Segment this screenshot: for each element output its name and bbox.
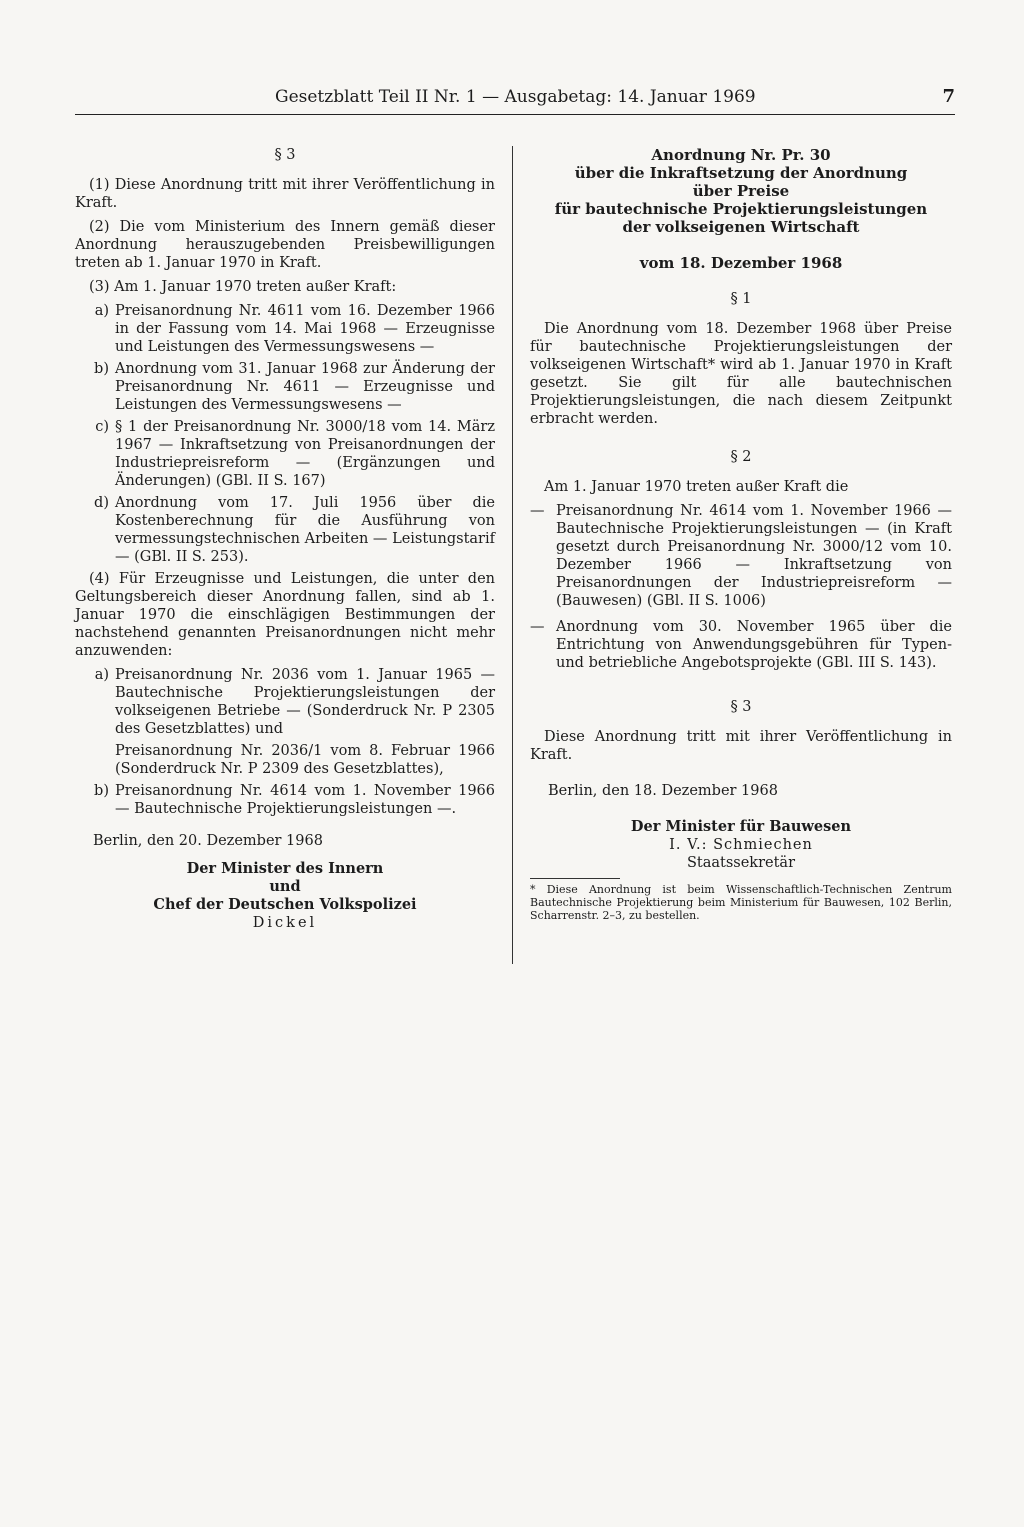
list-item-text: Preisanordnung Nr. 4614 vom 1. November 1966 — Bautechnische Projektierungsleistungen — (in Kraft gesetzt durch Preisanordnung Nr. 3000/12 vom 10. Dezember 1966 — Inkraftsetzung von Preisanordnungen der Industriepreisreform — (Bauwesen) (GBl. II S. 1006) <box>556 503 952 609</box>
list-item <box>530 502 952 610</box>
list-marker: b) <box>94 361 109 377</box>
list-item-text: Preisanordnung Nr. 4614 vom 1. November 1966 — Bautechnische Projektierungsleistungen —. <box>115 783 495 817</box>
list-marker: d) <box>94 495 109 511</box>
list-item-text: § 1 der Preisanordnung Nr. 3000/18 vom 14. März 1967 — Inkraftsetzung von Preisanordnungen der Industriepreisreform — (Ergänzungen und Änderungen) (GBl. II S. 167) <box>115 419 495 489</box>
title-line: für bautechnische Projektierungsleistungen <box>554 200 928 218</box>
right-column <box>530 146 952 922</box>
place-date: Berlin, den 20. Dezember 1968 <box>93 833 323 849</box>
footnote: * Diese Anordnung ist beim Wissenschaftlich-Technischen Zentrum Bautechnische Projektierung beim Ministerium für Bauwesen, 102 Berlin, Scharrenstr. 2–3, zu bestellen. <box>530 883 952 922</box>
list-marker: — <box>530 503 545 519</box>
list-marker: a) <box>94 303 109 319</box>
list-item-text: Anordnung vom 17. Juli 1956 über die Kostenberechnung für die Ausführung von vermessungstechnischen Arbeiten — Leistungstarif — (GBl. II S. 253). <box>115 495 495 565</box>
section-2-intro: Am 1. Januar 1970 treten außer Kraft die <box>544 479 849 495</box>
list-marker: c) <box>95 419 109 435</box>
list-marker: b) <box>94 783 109 799</box>
column-divider <box>512 146 513 964</box>
section-3-text: Diese Anordnung tritt mit ihrer Veröffentlichung in Kraft. <box>530 729 952 763</box>
list-item <box>75 666 495 738</box>
signer-title-2: Staatssekretär <box>686 855 796 871</box>
list-item <box>75 494 495 566</box>
list-item-text: Preisanordnung Nr. 4611 vom 16. Dezember 1966 in der Fassung vom 14. Mai 1968 — Erzeugnisse und Leistungen des Vermessungswesens — <box>115 303 495 355</box>
paragraph-1: (1) Diese Anordnung tritt mit ihrer Veröffentlichung in Kraft. <box>75 177 495 211</box>
running-title: Gesetzblatt Teil II Nr. 1 — Ausgabetag: 14. Januar 1969 <box>275 87 756 107</box>
place-date: Berlin, den 18. Dezember 1968 <box>548 783 778 799</box>
list-marker: — <box>530 619 545 635</box>
title-line: Anordnung Nr. Pr. 30 <box>651 146 831 164</box>
page-number: 7 <box>942 86 955 107</box>
signer-name: Dickel <box>252 915 318 931</box>
section-heading: § 1 <box>730 291 752 307</box>
left-column <box>75 146 495 932</box>
page-header <box>75 88 955 115</box>
list-item <box>75 360 495 414</box>
title-line: der volkseigenen Wirtschaft <box>622 218 860 236</box>
ordinance-date: vom 18. Dezember 1968 <box>639 254 843 272</box>
ordinance-title <box>530 146 952 236</box>
section-heading: § 3 <box>730 699 752 715</box>
list-item-text: Anordnung vom 31. Januar 1968 zur Änderung der Preisanordnung Nr. 4611 — Erzeugnisse und Leistungen des Vermessungswesens — <box>115 361 495 413</box>
section-heading: § 2 <box>730 449 752 465</box>
title-line: über die Inkraftsetzung der Anordnung <box>574 164 908 182</box>
title-line: über Preise <box>692 182 790 200</box>
paragraph-3-intro: (3) Am 1. Januar 1970 treten außer Kraft: <box>89 279 397 295</box>
list-item <box>530 618 952 672</box>
section-1-text: Die Anordnung vom 18. Dezember 1968 über Preise für bautechnische Projektierungsleistungen der volkseigenen Wirtschaft* wird ab 1. Januar 1970 in Kraft gesetzt. Sie gilt für alle bautechnischen Projektierungsleistungen, die nach diesem Zeitpunkt erbracht werden. <box>530 321 952 427</box>
paragraph-4: (4) Für Erzeugnisse und Leistungen, die unter den Geltungsbereich dieser Anordnung fallen, sind ab 1. Januar 1970 die einschlägigen Bestimmungen der nachstehend genannten Preisanordnungen nicht mehr anzuwenden: <box>75 571 495 659</box>
signer-name: I. V.: Schmiechen <box>669 837 813 853</box>
signer-title-3: Chef der Deutschen Volkspolizei <box>153 896 417 913</box>
list-item <box>75 782 495 818</box>
list-item-text: Preisanordnung Nr. 2036 vom 1. Januar 1965 — Bautechnische Projektierungsleistungen der volkseigenen Betriebe — (Sonderdruck Nr. P 2305 des Gesetzblattes) und <box>115 667 495 737</box>
list-item <box>75 418 495 490</box>
signer-title-1: Der Minister des Innern <box>186 860 384 877</box>
paragraph-2: (2) Die vom Ministerium des Innern gemäß dieser Anordnung herauszugebenden Preisbewilligungen treten ab 1. Januar 1970 in Kraft. <box>75 219 495 271</box>
signer-title-2: und <box>269 878 301 895</box>
list-marker: a) <box>94 667 109 683</box>
footnote-rule <box>530 878 620 879</box>
list-item-continuation: Preisanordnung Nr. 2036/1 vom 8. Februar 1966 (Sonderdruck Nr. P 2309 des Gesetzblattes), <box>115 743 495 777</box>
section-heading: § 3 <box>274 147 296 163</box>
list-item-text: Anordnung vom 30. November 1965 über die Entrichtung von Anwendungsgebühren für Typen- und betriebliche Angebotsprojekte (GBl. III S. 143). <box>556 619 952 671</box>
list-item <box>75 302 495 356</box>
signer-title-1: Der Minister für Bauwesen <box>630 818 852 835</box>
